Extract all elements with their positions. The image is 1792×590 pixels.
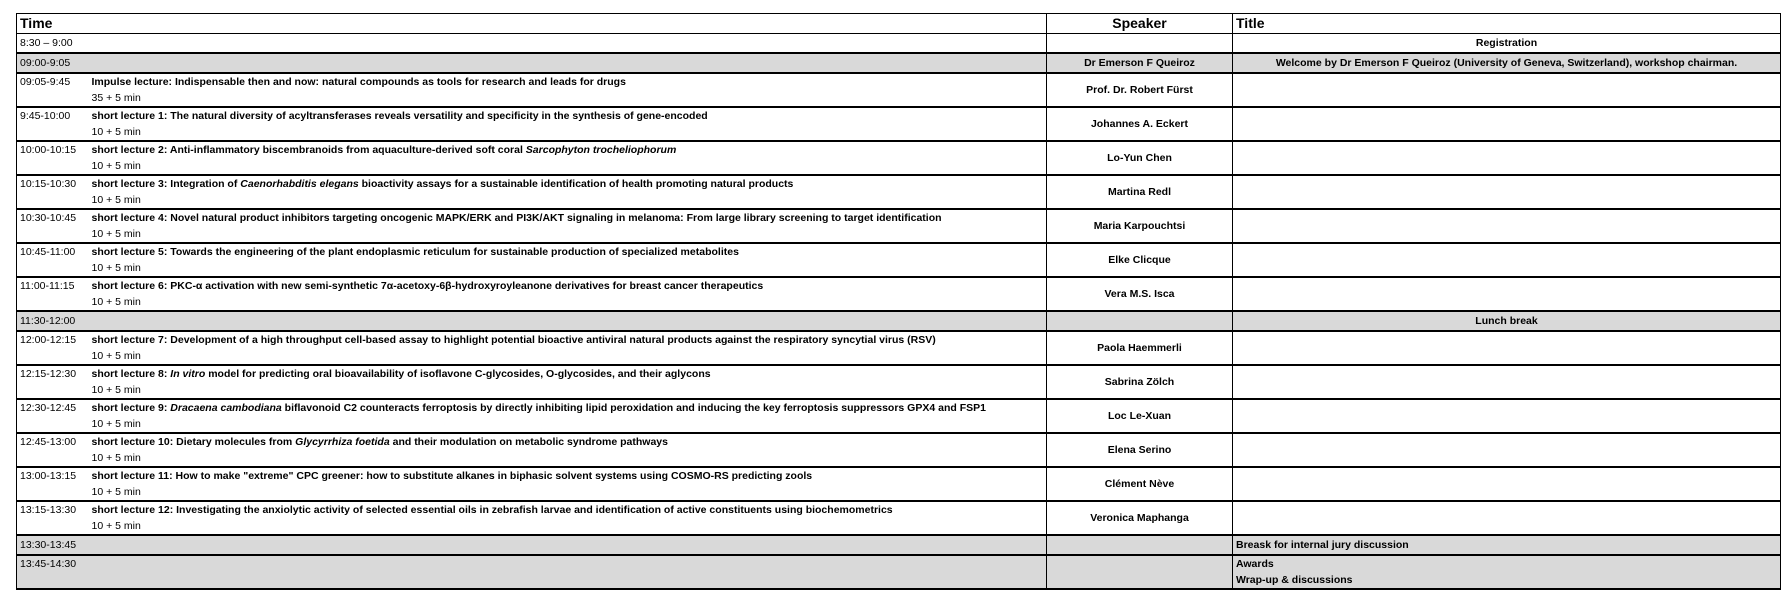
time-cell: 09:00-9:05 <box>17 53 1047 73</box>
time-cell: 13:30-13:45 <box>17 535 1047 555</box>
lecture-title-part: bioactivity assays for a sustainable identification of health promoting natural products <box>358 178 794 190</box>
lecture-duration: 10 + 5 min <box>91 418 141 430</box>
lecture-title <box>92 434 1044 450</box>
speaker-cell: Dr Emerson F Queiroz <box>1047 53 1233 73</box>
header-speaker: Speaker <box>1047 14 1233 34</box>
lecture-cell <box>89 501 1047 535</box>
header-row <box>17 14 1781 34</box>
speaker-cell: Martina Redl <box>1047 175 1233 209</box>
table-row <box>17 433 1781 467</box>
table-row <box>17 53 1781 73</box>
title-line: Awards <box>1236 558 1274 570</box>
latin-term: In vitro <box>170 368 206 380</box>
time-cell: 13:15-13:30 <box>17 501 89 535</box>
title-cell <box>1233 433 1781 467</box>
lecture-cell <box>89 243 1047 277</box>
time-cell: 10:30-10:45 <box>17 209 89 243</box>
lecture-duration: 10 + 5 min <box>91 486 141 498</box>
title-cell: Lunch break <box>1233 311 1781 331</box>
speaker-cell: Johannes A. Eckert <box>1047 107 1233 141</box>
speaker-cell: Prof. Dr. Robert Fürst <box>1047 73 1233 107</box>
table-row <box>17 175 1781 209</box>
lecture-title-part: short lecture 8: <box>91 368 171 380</box>
table-row <box>17 501 1781 535</box>
lecture-title-part: short lecture 9: <box>91 402 171 414</box>
title-cell <box>1233 73 1781 107</box>
program-table <box>16 13 1781 590</box>
lecture-title: Impulse lecture: Indispensable then and now: natural compounds as tools for research and leads for drugs <box>91 76 626 88</box>
speaker-cell <box>1047 34 1233 54</box>
lecture-duration: 10 + 5 min <box>91 228 141 240</box>
lecture-cell <box>89 107 1047 141</box>
lecture-duration: 10 + 5 min <box>91 520 141 532</box>
lecture-title-part: short lecture 3: Integration of <box>91 178 241 190</box>
lecture-title <box>92 366 1044 382</box>
title-cell <box>1233 141 1781 175</box>
time-cell: 10:15-10:30 <box>17 175 89 209</box>
table-row <box>17 209 1781 243</box>
time-cell: 11:00-11:15 <box>17 277 89 311</box>
lecture-duration: 35 + 5 min <box>91 92 141 104</box>
lecture-title: short lecture 5: Towards the engineering of the plant endoplasmic reticulum for sustainable production of specialized metabolites <box>91 246 739 258</box>
title-cell <box>1233 175 1781 209</box>
table-row <box>17 467 1781 501</box>
species-name: Glycyrrhiza foetida <box>295 436 390 448</box>
speaker-cell: Elena Serino <box>1047 433 1233 467</box>
lecture-cell <box>89 141 1047 175</box>
lecture-title-part: short lecture 10: Dietary molecules from <box>91 436 296 448</box>
title-cell <box>1233 107 1781 141</box>
title-cell <box>1233 365 1781 399</box>
lecture-cell <box>89 209 1047 243</box>
title-cell <box>1233 209 1781 243</box>
title-cell <box>1233 501 1781 535</box>
table-row <box>17 535 1781 555</box>
lecture-duration: 10 + 5 min <box>91 194 141 206</box>
lecture-title: short lecture 4: Novel natural product inhibitors targeting oncogenic MAPK/ERK and PI3K/AKT signaling in melanoma: From large library screening to target identification <box>91 212 942 224</box>
lecture-cell <box>89 399 1047 433</box>
speaker-cell: Lo-Yun Chen <box>1047 141 1233 175</box>
species-name: Sarcophyton trocheliophorum <box>525 144 677 156</box>
speaker-cell: Loc Le-Xuan <box>1047 399 1233 433</box>
lecture-duration: 10 + 5 min <box>91 126 141 138</box>
time-cell: 9:45-10:00 <box>17 107 89 141</box>
time-cell: 12:45-13:00 <box>17 433 89 467</box>
title-cell: Registration <box>1233 34 1781 54</box>
header-time: Time <box>17 14 1047 34</box>
lecture-cell <box>89 73 1047 107</box>
speaker-cell <box>1047 311 1233 331</box>
lecture-title <box>92 400 1044 416</box>
lecture-title-part: model for predicting oral bioavailability of isoflavone C-glycosides, O-glycosides, and their aglycons <box>205 368 711 380</box>
lecture-title: short lecture 7: Development of a high throughput cell-based assay to highlight potential bioactive antiviral natural products against the respiratory syncytial virus (RSV) <box>91 334 936 346</box>
table-row <box>17 365 1781 399</box>
lecture-title-part: short lecture 2: Anti-inflammatory biscembranoids from aquaculture-derived soft coral <box>91 144 526 156</box>
program-sheet <box>16 13 1780 590</box>
lecture-duration: 10 + 5 min <box>91 384 141 396</box>
lecture-title-part: biflavonoid C2 counteracts ferroptosis by directly inhibiting lipid peroxidation and inducing the key ferroptosis suppressors GPX4 and FSP1 <box>281 402 986 414</box>
lecture-title <box>92 176 1044 192</box>
title-line: Wrap-up & discussions <box>1236 574 1353 586</box>
time-cell: 12:00-12:15 <box>17 331 89 365</box>
table-row <box>17 555 1781 589</box>
lecture-duration: 10 + 5 min <box>91 160 141 172</box>
time-cell: 09:05-9:45 <box>17 73 89 107</box>
time-cell: 10:45-11:00 <box>17 243 89 277</box>
lecture-duration: 10 + 5 min <box>91 296 141 308</box>
lecture-cell <box>89 175 1047 209</box>
speaker-cell: Clément Nève <box>1047 467 1233 501</box>
table-row <box>17 73 1781 107</box>
speaker-cell: Veronica Maphanga <box>1047 501 1233 535</box>
time-cell: 10:00-10:15 <box>17 141 89 175</box>
time-cell: 13:00-13:15 <box>17 467 89 501</box>
speaker-cell: Maria Karpouchtsi <box>1047 209 1233 243</box>
speaker-cell <box>1047 555 1233 589</box>
table-row <box>17 243 1781 277</box>
time-cell: 13:45-14:30 <box>17 555 1047 589</box>
table-row <box>17 399 1781 433</box>
lecture-duration: 10 + 5 min <box>91 350 141 362</box>
title-cell <box>1233 243 1781 277</box>
title-cell: Breask for internal jury discussion <box>1233 535 1781 555</box>
table-row <box>17 34 1781 54</box>
lecture-title: short lecture 1: The natural diversity of acyltransferases reveals versatility and specificity in the synthesis of gene-encoded <box>91 110 708 122</box>
table-row <box>17 107 1781 141</box>
table-row <box>17 141 1781 175</box>
title-cell <box>1233 277 1781 311</box>
species-name: Dracaena cambodiana <box>170 402 282 414</box>
lecture-title: short lecture 6: PKC-α activation with new semi-synthetic 7α-acetoxy-6β-hydroxyroyleanone derivatives for breast cancer therapeutics <box>91 280 764 292</box>
species-name: Caenorhabditis elegans <box>240 178 359 190</box>
title-cell <box>1233 399 1781 433</box>
lecture-cell <box>89 331 1047 365</box>
lecture-title: short lecture 12: Investigating the anxiolytic activity of selected essential oils in zebrafish larvae and identification of active constituents using biochemometrics <box>91 504 893 516</box>
time-cell: 12:15-12:30 <box>17 365 89 399</box>
header-title: Title <box>1233 14 1781 34</box>
speaker-cell: Sabrina Zölch <box>1047 365 1233 399</box>
time-cell: 12:30-12:45 <box>17 399 89 433</box>
table-row <box>17 331 1781 365</box>
lecture-title-part: and their modulation on metabolic syndrome pathways <box>389 436 668 448</box>
speaker-cell: Vera M.S. Isca <box>1047 277 1233 311</box>
lecture-cell <box>89 433 1047 467</box>
lecture-cell <box>89 365 1047 399</box>
lecture-title: short lecture 11: How to make "extreme" CPC greener: how to substitute alkanes in biphasic solvent systems using COSMO-RS predicting zools <box>91 470 813 482</box>
time-cell: 8:30 – 9:00 <box>17 34 1047 54</box>
title-cell <box>1233 331 1781 365</box>
lecture-cell <box>89 277 1047 311</box>
table-row <box>17 277 1781 311</box>
lecture-duration: 10 + 5 min <box>91 452 141 464</box>
speaker-cell: Elke Clicque <box>1047 243 1233 277</box>
speaker-cell <box>1047 535 1233 555</box>
time-cell: 11:30-12:00 <box>17 311 1047 331</box>
title-cell <box>1233 555 1781 589</box>
title-cell <box>1233 467 1781 501</box>
lecture-duration: 10 + 5 min <box>91 262 141 274</box>
table-row <box>17 311 1781 331</box>
lecture-cell <box>89 467 1047 501</box>
title-cell: Welcome by Dr Emerson F Queiroz (University of Geneva, Switzerland), workshop chairman. <box>1233 53 1781 73</box>
speaker-cell: Paola Haemmerli <box>1047 331 1233 365</box>
lecture-title <box>92 142 1044 158</box>
